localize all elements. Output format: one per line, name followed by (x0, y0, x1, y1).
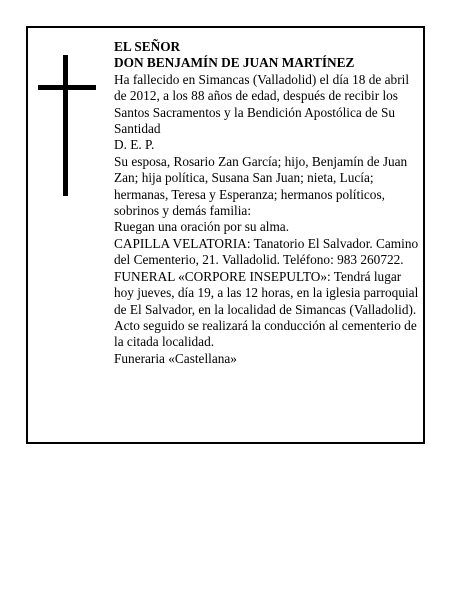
obituary-text (114, 39, 422, 367)
cross-horizontal-bar (38, 85, 96, 90)
chapel-info: CAPILLA VELATORIA: Tanatorio El Salvador. Camino del Cementerio, 21. Valladolid. Teléfono: 983 260722. (114, 235, 419, 268)
funeral-info: FUNERAL «CORPORE INSEPULTO»: Tendrá lugar hoy jueves, día 19, a las 12 horas, en la iglesia parroquial de El Salvador, en la localidad de Simancas (Valladolid). Acto seguido se realizará la conducción al cementerio de la citada localidad. (114, 268, 419, 350)
deceased-name: DON BENJAMÍN DE JUAN MARTÍNEZ (114, 55, 355, 71)
rip-line: D. E. P. (114, 137, 155, 153)
death-announcement: Ha fallecido en Simancas (Valladolid) el día 18 de abril de 2012, a los 88 años de edad, después de recibir los Santos Sacramentos y la Bendición Apostólica de Su Santidad (114, 71, 410, 137)
funeral-home: Funeraria «Castellana» (114, 350, 237, 366)
cross-vertical-bar (63, 55, 68, 196)
notice-heading: EL SEÑOR (114, 39, 181, 54)
prayer-request: Ruegan una oración por su alma. (114, 219, 290, 235)
family-list: Su esposa, Rosario Zan García; hijo, Benjamín de Juan Zan; hija política, Susana San Juan; nieta, Lucía; hermanas, Teresa y Esperanza; hermanos políticos, sobrinos y demás familia: (114, 153, 408, 219)
